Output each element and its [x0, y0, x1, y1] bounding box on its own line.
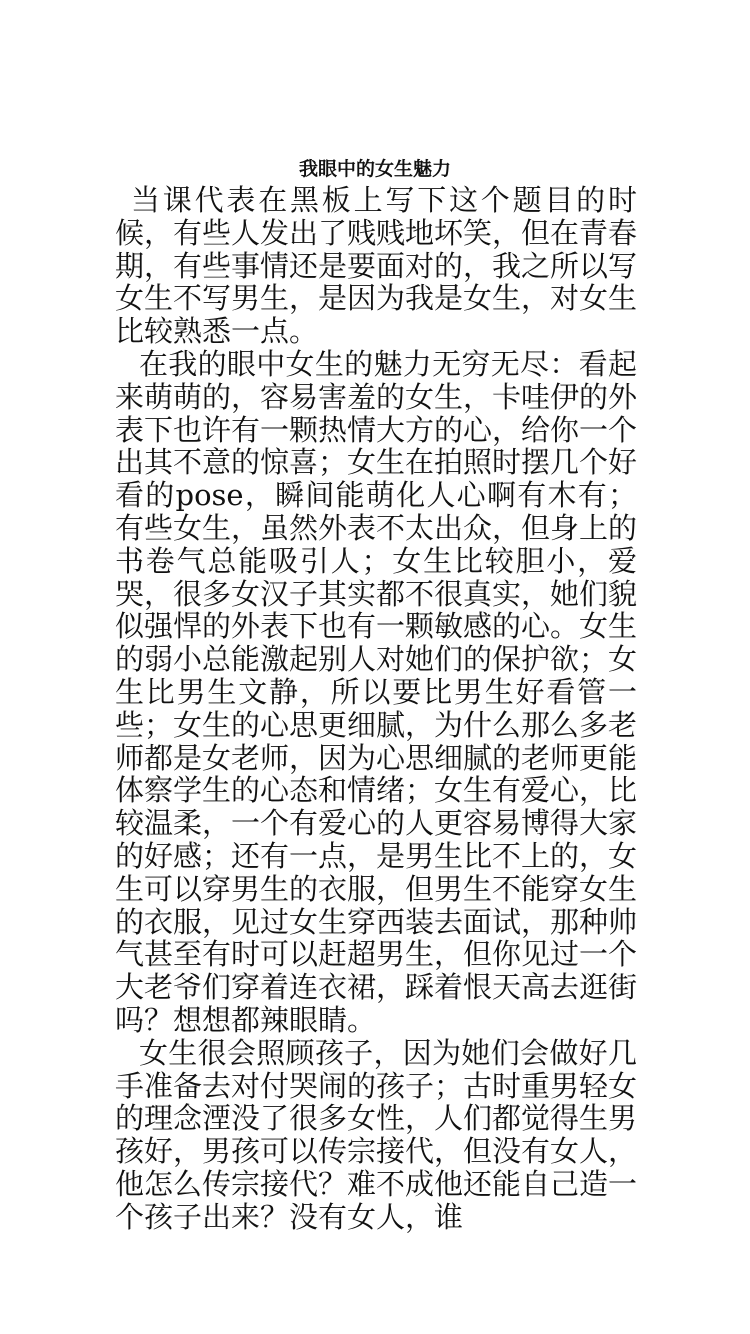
article-body [115, 184, 637, 1234]
paragraph-3: 女生很会照顾孩子，因为她们会做好几手准备去对付哭闹的孩子；古时重男轻女的理念湮没了很多女性，人们都觉得生男孩好，男孩可以传宗接代，但没有女人，他怎么传宗接代？难不成他还能自己造一个孩子出来？没有女人，谁 [115, 1035, 638, 1234]
paragraph-1: 当课代表在黑板上写下这个题目的时候，有些人发出了贱贱地坏笑，但在青春期，有些事情还是要面对的，我之所以写女生不写男生，是因为我是女生，对女生比较熟悉一点。 [115, 183, 638, 349]
paragraph-2: 在我的眼中女生的魅力无穷无尽：看起来萌萌的，容易害羞的女生，卡哇伊的外表下也许有一颗热情大方的心，给你一个出其不意的惊喜；女生在拍照时摆几个好看的pose，瞬间能萌化人心啊有木有；有些女生，虽然外表不太出众，但身上的书卷气总能吸引人；女生比较胆小，爱哭，很多女汉子其实都不很真实，她们貌似强悍的外表下也有一颗敏感的心。女生的弱小总能激起别人对她们的保护欲；女生比男生文静，所以要比男生好看管一些；女生的心思更细腻，为什么那么多老师都是女老师，因为心思细腻的老师更能体察学生的心态和情绪；女生有爱心，比较温柔，一个有爱心的人更容易博得大家的好感；还有一点，是男生比不上的，女生可以穿男生的衣服，但男生不能穿女生的衣服，见过女生穿西装去面试，那种帅气甚至有时可以赶超男生，但你见过一个大老爷们穿着连衣裙，踩着恨天高去逛街吗？想想都辣眼睛。 [115, 346, 638, 1037]
article-title: 我眼中的女生魅力 [298, 158, 451, 180]
